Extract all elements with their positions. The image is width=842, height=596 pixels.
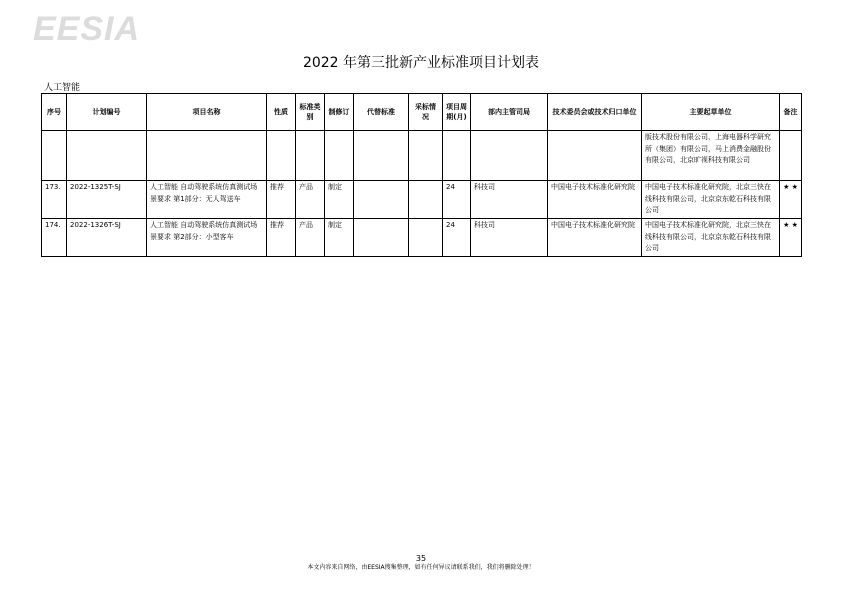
- table-row-continuation: [42, 131, 802, 181]
- adoption-cell: [409, 181, 443, 219]
- period-cell: 24: [443, 181, 471, 219]
- header-committee: 技术委员会或技术归口单位: [548, 94, 642, 131]
- table-row: [42, 219, 802, 257]
- plan-no-cell: 2022-1325T-SJ: [67, 181, 147, 219]
- header-seq: 序号: [42, 94, 67, 131]
- header-revision: 制修订: [325, 94, 354, 131]
- header-adoption: 采标情况: [409, 94, 443, 131]
- header-std-category: 标准类别: [296, 94, 325, 131]
- page-number: 35: [415, 554, 427, 563]
- seq-cell: 173.: [42, 181, 67, 219]
- period-cell: 24: [443, 219, 471, 257]
- dept-cell: 科技司: [471, 181, 548, 219]
- footer-disclaimer: 本文内容来自网络，由EESIA搜集整理，如有任何异议请联系我们，我们将删除处理！: [307, 564, 535, 571]
- committee-cell: 中国电子技术标准化研究院: [548, 181, 642, 219]
- dept-cell: 科技司: [471, 219, 548, 257]
- note-cell: ★ ★: [780, 181, 802, 219]
- revision-cell: 制定: [325, 181, 354, 219]
- std-category-cell: 产品: [296, 181, 325, 219]
- committee-cell: 中国电子技术标准化研究院: [548, 219, 642, 257]
- drafting-cell: 中国电子技术标准化研究院，北京三快在线科技有限公司，北京京东乾石科技有限公司: [642, 181, 780, 219]
- header-dept: 部内主管司局: [471, 94, 548, 131]
- adoption-cell: [409, 219, 443, 257]
- eesia-logo: EESIA: [33, 10, 141, 48]
- table-header-row: [42, 94, 802, 131]
- nature-cell: 推荐: [267, 219, 296, 257]
- std-category-cell: 产品: [296, 219, 325, 257]
- header-nature: 性质: [267, 94, 296, 131]
- category-label: 人工智能: [44, 83, 81, 93]
- header-replaced: 代替标准: [354, 94, 409, 131]
- header-drafting: 主要起草单位: [642, 94, 780, 131]
- replaced-cell: [354, 181, 409, 219]
- nature-cell: 推荐: [267, 181, 296, 219]
- page-title: 2022 年第三批新产业标准项目计划表: [302, 55, 540, 71]
- name-cell: 人工智能 自动驾驶系统仿真测试场景要求 第1部分：无人驾送车: [147, 181, 267, 219]
- name-cell: 人工智能 自动驾驶系统仿真测试场景要求 第2部分：小型客车: [147, 219, 267, 257]
- drafting-cell: 中国电子技术标准化研究院，北京三快在线科技有限公司，北京京东乾石科技有限公司: [642, 219, 780, 257]
- table-row: [42, 181, 802, 219]
- revision-cell: 制定: [325, 219, 354, 257]
- replaced-cell: [354, 219, 409, 257]
- note-cell: ★ ★: [780, 219, 802, 257]
- header-name: 项目名称: [147, 94, 267, 131]
- header-plan-no: 计划编号: [67, 94, 147, 131]
- header-note: 备注: [780, 94, 802, 131]
- seq-cell: 174.: [42, 219, 67, 257]
- plan-no-cell: 2022-1326T-SJ: [67, 219, 147, 257]
- drafting-cell: 版技术股份有限公司，上海电器科学研究所（集团）有限公司，马上消费金融股份有限公司，北京旷视科技有限公司: [642, 131, 780, 181]
- header-period: 项目周期(月): [443, 94, 471, 131]
- standards-plan-table: [41, 93, 802, 257]
